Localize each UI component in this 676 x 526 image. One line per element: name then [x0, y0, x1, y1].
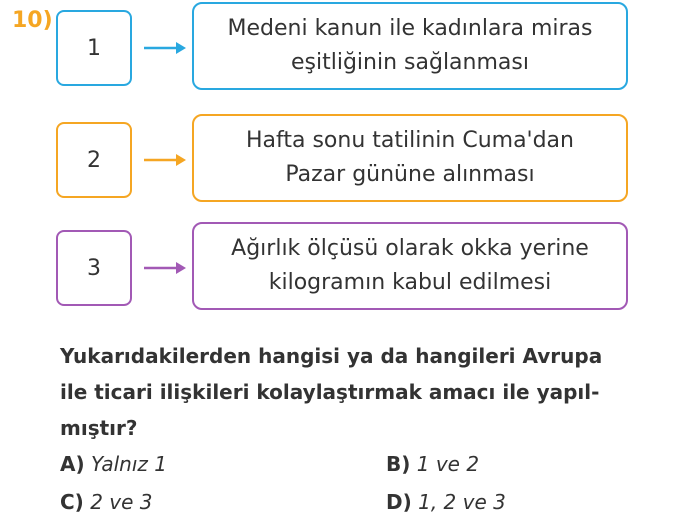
option-letter: D) [386, 490, 412, 514]
option-d[interactable] [386, 490, 506, 514]
statement-number-box [56, 122, 132, 198]
arrow-right-icon [140, 258, 188, 278]
statement-row-1 [0, 2, 676, 90]
option-text: 1 ve 2 [416, 452, 480, 476]
statement-row-2 [0, 114, 676, 202]
statement-text-box [192, 222, 628, 310]
statement-text-line1: Ağırlık ölçüsü olarak okka yerine [231, 236, 589, 261]
statement-row-3 [0, 222, 676, 310]
statement-text-line2: Pazar gününe alınması [285, 162, 535, 187]
option-letter: C) [60, 490, 84, 514]
option-c[interactable] [60, 490, 153, 514]
question-text [60, 338, 670, 446]
statement-text-box [192, 114, 628, 202]
option-text: Yalnız 1 [90, 452, 167, 476]
option-a[interactable] [60, 452, 167, 476]
option-text: 2 ve 3 [90, 490, 153, 514]
arrow-right-icon [140, 38, 188, 58]
statement-number: 3 [87, 255, 101, 281]
statement-text-line1: Medeni kanun ile kadınlara miras [227, 16, 593, 41]
statement-number: 1 [87, 35, 101, 61]
statement-text-line1: Hafta sonu tatilinin Cuma'dan [245, 128, 574, 153]
question-line2: ile ticari ilişkileri kolaylaştırmak amacı ile yapıl- [60, 380, 600, 404]
question-line1: Yukarıdakilerden hangisi ya da hangileri Avrupa [60, 344, 603, 368]
question-line3: mıştır? [60, 416, 138, 440]
option-b[interactable] [386, 452, 479, 476]
option-text: 1, 2 ve 3 [418, 490, 506, 514]
statement-number: 2 [87, 147, 101, 173]
statement-number-box [56, 230, 132, 306]
statement-number-box [56, 10, 132, 86]
statement-text-line2: kilogramın kabul edilmesi [268, 270, 552, 295]
option-letter: B) [386, 452, 411, 476]
arrow-right-icon [140, 150, 188, 170]
statement-text-line2: eşitliğinin sağlanması [291, 50, 529, 75]
option-letter: A) [60, 452, 85, 476]
question-number: 10) [12, 8, 53, 33]
statement-text-box [192, 2, 628, 90]
